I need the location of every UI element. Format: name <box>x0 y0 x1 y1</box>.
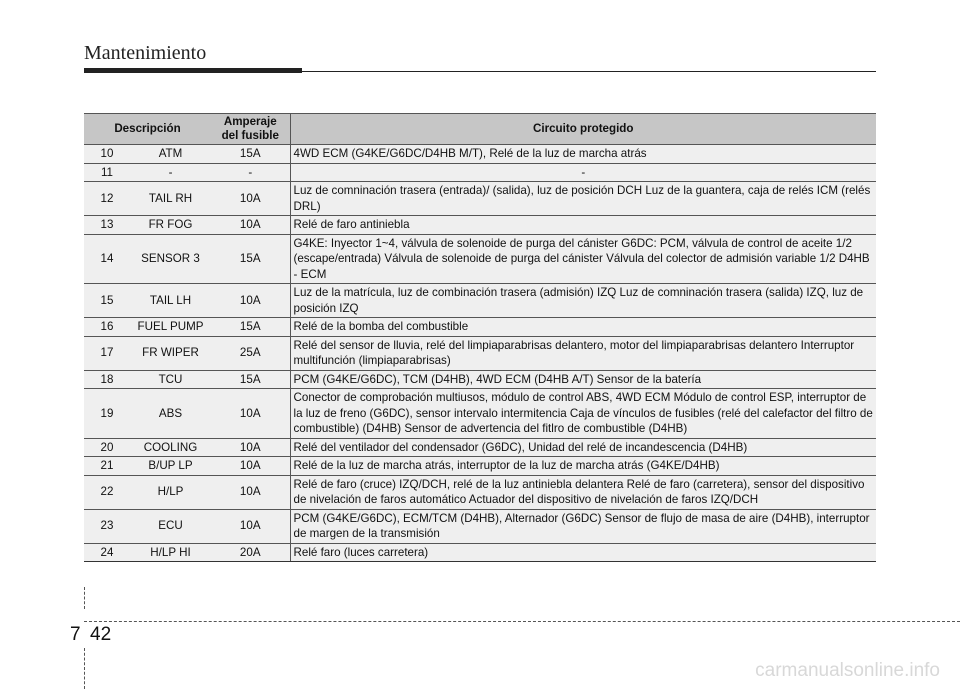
cell-circuit: Conector de comprobación multiusos, módulo de control ABS, 4WD ECM Módulo de control ESP, interruptor de la luz de freno (G6DC), sensor intervalo intermitencia Caja de vínculos de fusibles (relé del calefactor del filtro de combustible) (D4HB) Sensor de advertencia del fitlro de combustible (D4HB) <box>290 389 876 439</box>
cell-number: 15 <box>84 284 130 318</box>
cell-amperage: 20A <box>211 543 290 562</box>
table-row <box>84 284 876 318</box>
table-row <box>84 318 876 337</box>
cell-description: - <box>130 163 211 182</box>
cell-circuit: Relé de faro (cruce) IZQ/DCH, relé de la luz antiniebla delantera Relé de faro (carretera), sensor del dispositivo de nivelación de faros automático Actuador del dispositivo de nivelación de faros IZQ/DCH <box>290 475 876 509</box>
table-header-row <box>84 114 876 145</box>
table-row <box>84 389 876 439</box>
table-row <box>84 370 876 389</box>
footer-vline-top <box>84 587 85 609</box>
cell-description: H/LP HI <box>130 543 211 562</box>
cell-description: FUEL PUMP <box>130 318 211 337</box>
table-body <box>84 145 876 562</box>
cell-number: 21 <box>84 457 130 476</box>
cell-description: TAIL LH <box>130 284 211 318</box>
cell-description: ECU <box>130 509 211 543</box>
cell-circuit: Relé del sensor de lluvia, relé del limpiaparabrisas delantero, motor del limpiaparabrisas delantero Interruptor multifunción (limpiaparabrisas) <box>290 336 876 370</box>
watermark: carmanualsonline.info <box>755 660 940 681</box>
cell-description: FR FOG <box>130 216 211 235</box>
cell-description: B/UP LP <box>130 457 211 476</box>
cell-amperage: - <box>211 163 290 182</box>
cell-description: ATM <box>130 145 211 164</box>
cell-amperage: 15A <box>211 318 290 337</box>
page-chapter: 7 <box>70 624 81 645</box>
table-row <box>84 457 876 476</box>
table-row <box>84 234 876 284</box>
table-row <box>84 182 876 216</box>
cell-number: 22 <box>84 475 130 509</box>
cell-amperage: 10A <box>211 457 290 476</box>
table-row <box>84 163 876 182</box>
cell-description: ABS <box>130 389 211 439</box>
cell-number: 11 <box>84 163 130 182</box>
cell-circuit: 4WD ECM (G4KE/G6DC/D4HB M/T), Relé de la luz de marcha atrás <box>290 145 876 164</box>
cell-number: 23 <box>84 509 130 543</box>
cell-description: SENSOR 3 <box>130 234 211 284</box>
cell-number: 18 <box>84 370 130 389</box>
cell-amperage: 15A <box>211 145 290 164</box>
cell-amperage: 10A <box>211 509 290 543</box>
cell-description: TAIL RH <box>130 182 211 216</box>
footer-vline-bottom <box>84 648 85 689</box>
cell-circuit: Luz de la matrícula, luz de combinación trasera (admisión) IZQ Luz de comninación trasera (salida) IZQ, luz de posición IZQ <box>290 284 876 318</box>
table-row <box>84 475 876 509</box>
cell-number: 17 <box>84 336 130 370</box>
cell-number: 20 <box>84 438 130 457</box>
table-row <box>84 216 876 235</box>
header-protected-circuit: Circuito protegido <box>290 114 876 145</box>
footer-hline <box>84 621 960 622</box>
cell-description: H/LP <box>130 475 211 509</box>
cell-circuit: Luz de comninación trasera (entrada)/ (salida), luz de posición DCH Luz de la guantera, caja de relés ICM (relés DRL) <box>290 182 876 216</box>
page-title: Mantenimiento <box>84 42 207 64</box>
cell-amperage: 10A <box>211 438 290 457</box>
cell-amperage: 10A <box>211 389 290 439</box>
cell-circuit: Relé del ventilador del condensador (G6DC), Unidad del relé de incandescencia (D4HB) <box>290 438 876 457</box>
cell-amperage: 10A <box>211 182 290 216</box>
cell-number: 24 <box>84 543 130 562</box>
cell-amperage: 10A <box>211 475 290 509</box>
cell-number: 19 <box>84 389 130 439</box>
cell-circuit: G4KE: Inyector 1~4, válvula de solenoide de purga del cánister G6DC: PCM, válvula de control de aceite 1/2 (escape/entrada) Válvula de solenoide de purga del cánister Válvula del colector de admisión variable 1/2 D4HB - ECM <box>290 234 876 284</box>
cell-description: FR WIPER <box>130 336 211 370</box>
cell-description: COOLING <box>130 438 211 457</box>
cell-number: 10 <box>84 145 130 164</box>
table-row <box>84 543 876 562</box>
table-row <box>84 509 876 543</box>
header-bar-thin <box>84 71 876 72</box>
cell-amperage: 25A <box>211 336 290 370</box>
cell-circuit: Relé de la luz de marcha atrás, interruptor de la luz de marcha atrás (G4KE/D4HB) <box>290 457 876 476</box>
cell-description: TCU <box>130 370 211 389</box>
cell-amperage: 15A <box>211 370 290 389</box>
table-row <box>84 438 876 457</box>
cell-amperage: 15A <box>211 234 290 284</box>
table-row <box>84 336 876 370</box>
cell-circuit: Relé faro (luces carretera) <box>290 543 876 562</box>
cell-number: 12 <box>84 182 130 216</box>
page-number: 42 <box>90 624 112 645</box>
fuse-table <box>84 113 876 562</box>
cell-circuit: Relé de la bomba del combustible <box>290 318 876 337</box>
cell-amperage: 10A <box>211 216 290 235</box>
header-amperage: Amperaje del fusible <box>211 114 290 145</box>
cell-number: 14 <box>84 234 130 284</box>
cell-circuit: Relé de faro antiniebla <box>290 216 876 235</box>
cell-amperage: 10A <box>211 284 290 318</box>
cell-number: 13 <box>84 216 130 235</box>
cell-circuit: PCM (G4KE/G6DC), TCM (D4HB), 4WD ECM (D4HB A/T) Sensor de la batería <box>290 370 876 389</box>
cell-circuit: - <box>290 163 876 182</box>
cell-circuit: PCM (G4KE/G6DC), ECM/TCM (D4HB), Alternador (G6DC) Sensor de flujo de masa de aire (D4HB), interruptor de margen de la transmisión <box>290 509 876 543</box>
header-description: Descripción <box>84 114 211 145</box>
cell-number: 16 <box>84 318 130 337</box>
table-row <box>84 145 876 164</box>
